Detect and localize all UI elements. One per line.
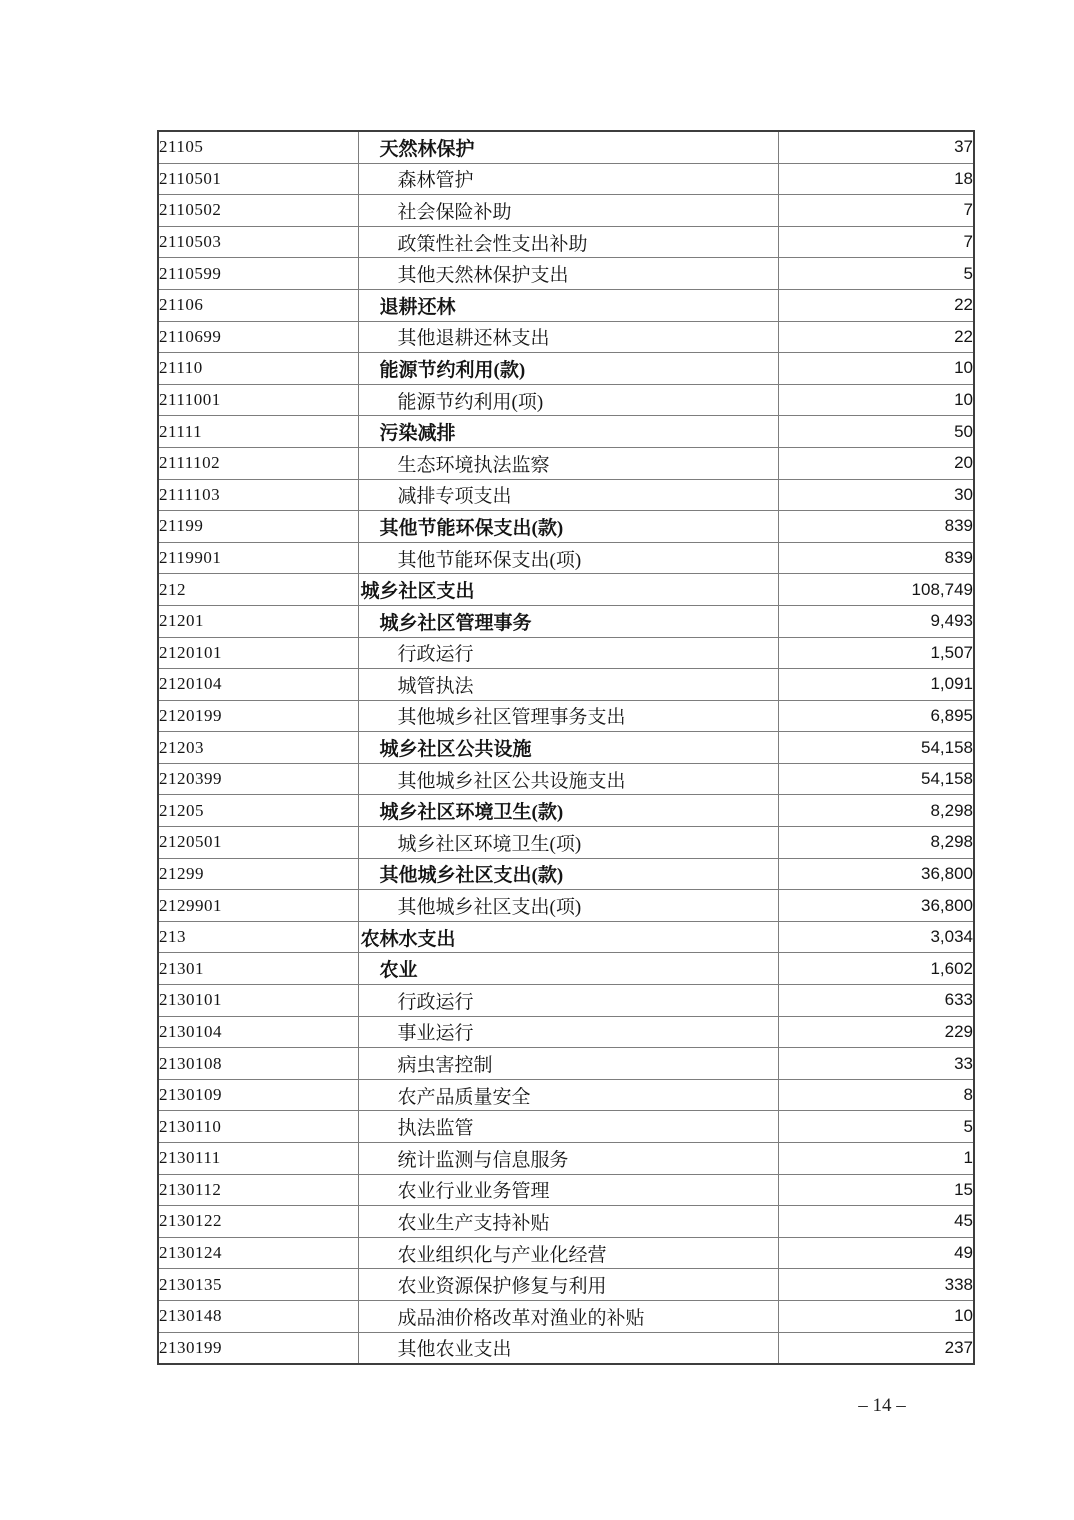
budget-amount-cell: 37 [778, 131, 974, 163]
table-row [158, 890, 974, 922]
budget-name-cell: 事业运行 [358, 1016, 778, 1048]
budget-amount-cell: 633 [778, 985, 974, 1017]
page-number: – 14 – [858, 1395, 906, 1416]
budget-amount-cell: 18 [778, 163, 974, 195]
budget-name-cell: 减排专项支出 [358, 479, 778, 511]
budget-name-cell: 其他城乡社区支出(项) [358, 890, 778, 922]
budget-name-cell: 执法监管 [358, 1111, 778, 1143]
budget-code-cell: 2120501 [158, 827, 358, 859]
table-row [158, 1332, 974, 1364]
budget-amount-cell: 36,800 [778, 858, 974, 890]
table-row [158, 700, 974, 732]
budget-code-cell: 2120104 [158, 669, 358, 701]
budget-name-cell: 行政运行 [358, 985, 778, 1017]
table-row [158, 669, 974, 701]
budget-name-cell: 能源节约利用(款) [358, 353, 778, 385]
budget-name-cell: 其他节能环保支出(项) [358, 542, 778, 574]
table-row [158, 1079, 974, 1111]
budget-code-cell: 213 [158, 921, 358, 953]
budget-code-cell: 2130124 [158, 1237, 358, 1269]
budget-name-cell: 病虫害控制 [358, 1048, 778, 1080]
table-row [158, 1048, 974, 1080]
budget-amount-cell: 1 [778, 1143, 974, 1175]
budget-amount-cell: 8,298 [778, 827, 974, 859]
budget-code-cell: 2130108 [158, 1048, 358, 1080]
budget-amount-cell: 7 [778, 195, 974, 227]
budget-amount-cell: 8 [778, 1079, 974, 1111]
budget-name-cell: 城乡社区管理事务 [358, 605, 778, 637]
budget-code-cell: 2111103 [158, 479, 358, 511]
budget-amount-cell: 839 [778, 511, 974, 543]
budget-code-cell: 2110599 [158, 258, 358, 290]
budget-name-cell: 农产品质量安全 [358, 1079, 778, 1111]
budget-name-cell: 污染减排 [358, 416, 778, 448]
budget-code-cell: 21203 [158, 732, 358, 764]
budget-name-cell: 其他城乡社区公共设施支出 [358, 763, 778, 795]
budget-name-cell: 能源节约利用(项) [358, 384, 778, 416]
budget-name-cell: 其他城乡社区支出(款) [358, 858, 778, 890]
budget-table [157, 130, 975, 1365]
budget-code-cell: 2130111 [158, 1143, 358, 1175]
budget-amount-cell: 20 [778, 447, 974, 479]
budget-amount-cell: 54,158 [778, 763, 974, 795]
budget-name-cell: 农业行业业务管理 [358, 1174, 778, 1206]
budget-amount-cell: 45 [778, 1206, 974, 1238]
table-row [158, 1269, 974, 1301]
table-row [158, 289, 974, 321]
budget-name-cell: 城乡社区环境卫生(款) [358, 795, 778, 827]
table-row [158, 858, 974, 890]
budget-code-cell: 21110 [158, 353, 358, 385]
budget-code-cell: 2110699 [158, 321, 358, 353]
budget-name-cell: 成品油价格改革对渔业的补贴 [358, 1300, 778, 1332]
budget-code-cell: 21106 [158, 289, 358, 321]
table-row [158, 1300, 974, 1332]
budget-name-cell: 森林管护 [358, 163, 778, 195]
budget-code-cell: 2130110 [158, 1111, 358, 1143]
table-row [158, 1016, 974, 1048]
budget-amount-cell: 229 [778, 1016, 974, 1048]
budget-amount-cell: 8,298 [778, 795, 974, 827]
budget-name-cell: 城乡社区公共设施 [358, 732, 778, 764]
budget-code-cell: 2120199 [158, 700, 358, 732]
budget-name-cell: 其他天然林保护支出 [358, 258, 778, 290]
budget-code-cell: 2130122 [158, 1206, 358, 1238]
table-row [158, 321, 974, 353]
budget-amount-cell: 1,507 [778, 637, 974, 669]
budget-name-cell: 农业生产支持补贴 [358, 1206, 778, 1238]
budget-amount-cell: 22 [778, 321, 974, 353]
table-row [158, 163, 974, 195]
table-row [158, 1206, 974, 1238]
budget-code-cell: 2110501 [158, 163, 358, 195]
budget-code-cell: 2130112 [158, 1174, 358, 1206]
budget-amount-cell: 15 [778, 1174, 974, 1206]
table-row [158, 384, 974, 416]
budget-name-cell: 城乡社区支出 [358, 574, 778, 606]
budget-amount-cell: 5 [778, 258, 974, 290]
budget-amount-cell: 1,602 [778, 953, 974, 985]
budget-amount-cell: 237 [778, 1332, 974, 1364]
budget-code-cell: 2111102 [158, 447, 358, 479]
table-row [158, 763, 974, 795]
budget-code-cell: 2130109 [158, 1079, 358, 1111]
budget-code-cell: 21199 [158, 511, 358, 543]
budget-code-cell: 2110502 [158, 195, 358, 227]
budget-code-cell: 2120399 [158, 763, 358, 795]
budget-code-cell: 21301 [158, 953, 358, 985]
budget-code-cell: 2111001 [158, 384, 358, 416]
budget-amount-cell: 10 [778, 1300, 974, 1332]
budget-amount-cell: 6,895 [778, 700, 974, 732]
budget-amount-cell: 5 [778, 1111, 974, 1143]
table-row [158, 574, 974, 606]
table-row [158, 479, 974, 511]
budget-name-cell: 城乡社区环境卫生(项) [358, 827, 778, 859]
budget-name-cell: 退耕还林 [358, 289, 778, 321]
budget-amount-cell: 108,749 [778, 574, 974, 606]
table-row [158, 131, 974, 163]
table-row [158, 732, 974, 764]
table-row [158, 1143, 974, 1175]
budget-name-cell: 其他城乡社区管理事务支出 [358, 700, 778, 732]
table-row [158, 1111, 974, 1143]
table-row [158, 795, 974, 827]
budget-amount-cell: 7 [778, 226, 974, 258]
budget-code-cell: 21299 [158, 858, 358, 890]
budget-name-cell: 农业 [358, 953, 778, 985]
budget-amount-cell: 22 [778, 289, 974, 321]
budget-code-cell: 2129901 [158, 890, 358, 922]
table-row [158, 985, 974, 1017]
budget-amount-cell: 3,034 [778, 921, 974, 953]
table-row [158, 605, 974, 637]
table-row [158, 258, 974, 290]
budget-code-cell: 2130135 [158, 1269, 358, 1301]
budget-name-cell: 农林水支出 [358, 921, 778, 953]
budget-code-cell: 2130199 [158, 1332, 358, 1364]
budget-name-cell: 社会保险补助 [358, 195, 778, 227]
budget-name-cell: 生态环境执法监察 [358, 447, 778, 479]
budget-amount-cell: 54,158 [778, 732, 974, 764]
budget-name-cell: 其他农业支出 [358, 1332, 778, 1364]
table-row [158, 226, 974, 258]
budget-amount-cell: 10 [778, 353, 974, 385]
budget-code-cell: 2130101 [158, 985, 358, 1017]
budget-name-cell: 农业资源保护修复与利用 [358, 1269, 778, 1301]
table-row [158, 1237, 974, 1269]
budget-table-body [158, 131, 974, 1364]
budget-name-cell: 农业组织化与产业化经营 [358, 1237, 778, 1269]
budget-amount-cell: 338 [778, 1269, 974, 1301]
budget-code-cell: 2130104 [158, 1016, 358, 1048]
table-row [158, 353, 974, 385]
table-row [158, 447, 974, 479]
table-row [158, 637, 974, 669]
budget-amount-cell: 33 [778, 1048, 974, 1080]
table-row [158, 416, 974, 448]
table-row [158, 953, 974, 985]
budget-amount-cell: 10 [778, 384, 974, 416]
table-row [158, 921, 974, 953]
table-row [158, 542, 974, 574]
budget-name-cell: 其他节能环保支出(款) [358, 511, 778, 543]
budget-amount-cell: 30 [778, 479, 974, 511]
budget-code-cell: 21111 [158, 416, 358, 448]
table-row [158, 827, 974, 859]
budget-code-cell: 2120101 [158, 637, 358, 669]
budget-name-cell: 城管执法 [358, 669, 778, 701]
budget-name-cell: 行政运行 [358, 637, 778, 669]
table-row [158, 511, 974, 543]
budget-amount-cell: 839 [778, 542, 974, 574]
budget-code-cell: 2130148 [158, 1300, 358, 1332]
budget-code-cell: 21205 [158, 795, 358, 827]
budget-name-cell: 其他退耕还林支出 [358, 321, 778, 353]
budget-name-cell: 天然林保护 [358, 131, 778, 163]
budget-code-cell: 212 [158, 574, 358, 606]
budget-code-cell: 21105 [158, 131, 358, 163]
budget-amount-cell: 9,493 [778, 605, 974, 637]
budget-code-cell: 21201 [158, 605, 358, 637]
table-row [158, 195, 974, 227]
table-row [158, 1174, 974, 1206]
budget-name-cell: 政策性社会性支出补助 [358, 226, 778, 258]
budget-amount-cell: 50 [778, 416, 974, 448]
budget-code-cell: 2119901 [158, 542, 358, 574]
budget-code-cell: 2110503 [158, 226, 358, 258]
budget-amount-cell: 1,091 [778, 669, 974, 701]
budget-amount-cell: 49 [778, 1237, 974, 1269]
budget-amount-cell: 36,800 [778, 890, 974, 922]
budget-name-cell: 统计监测与信息服务 [358, 1143, 778, 1175]
